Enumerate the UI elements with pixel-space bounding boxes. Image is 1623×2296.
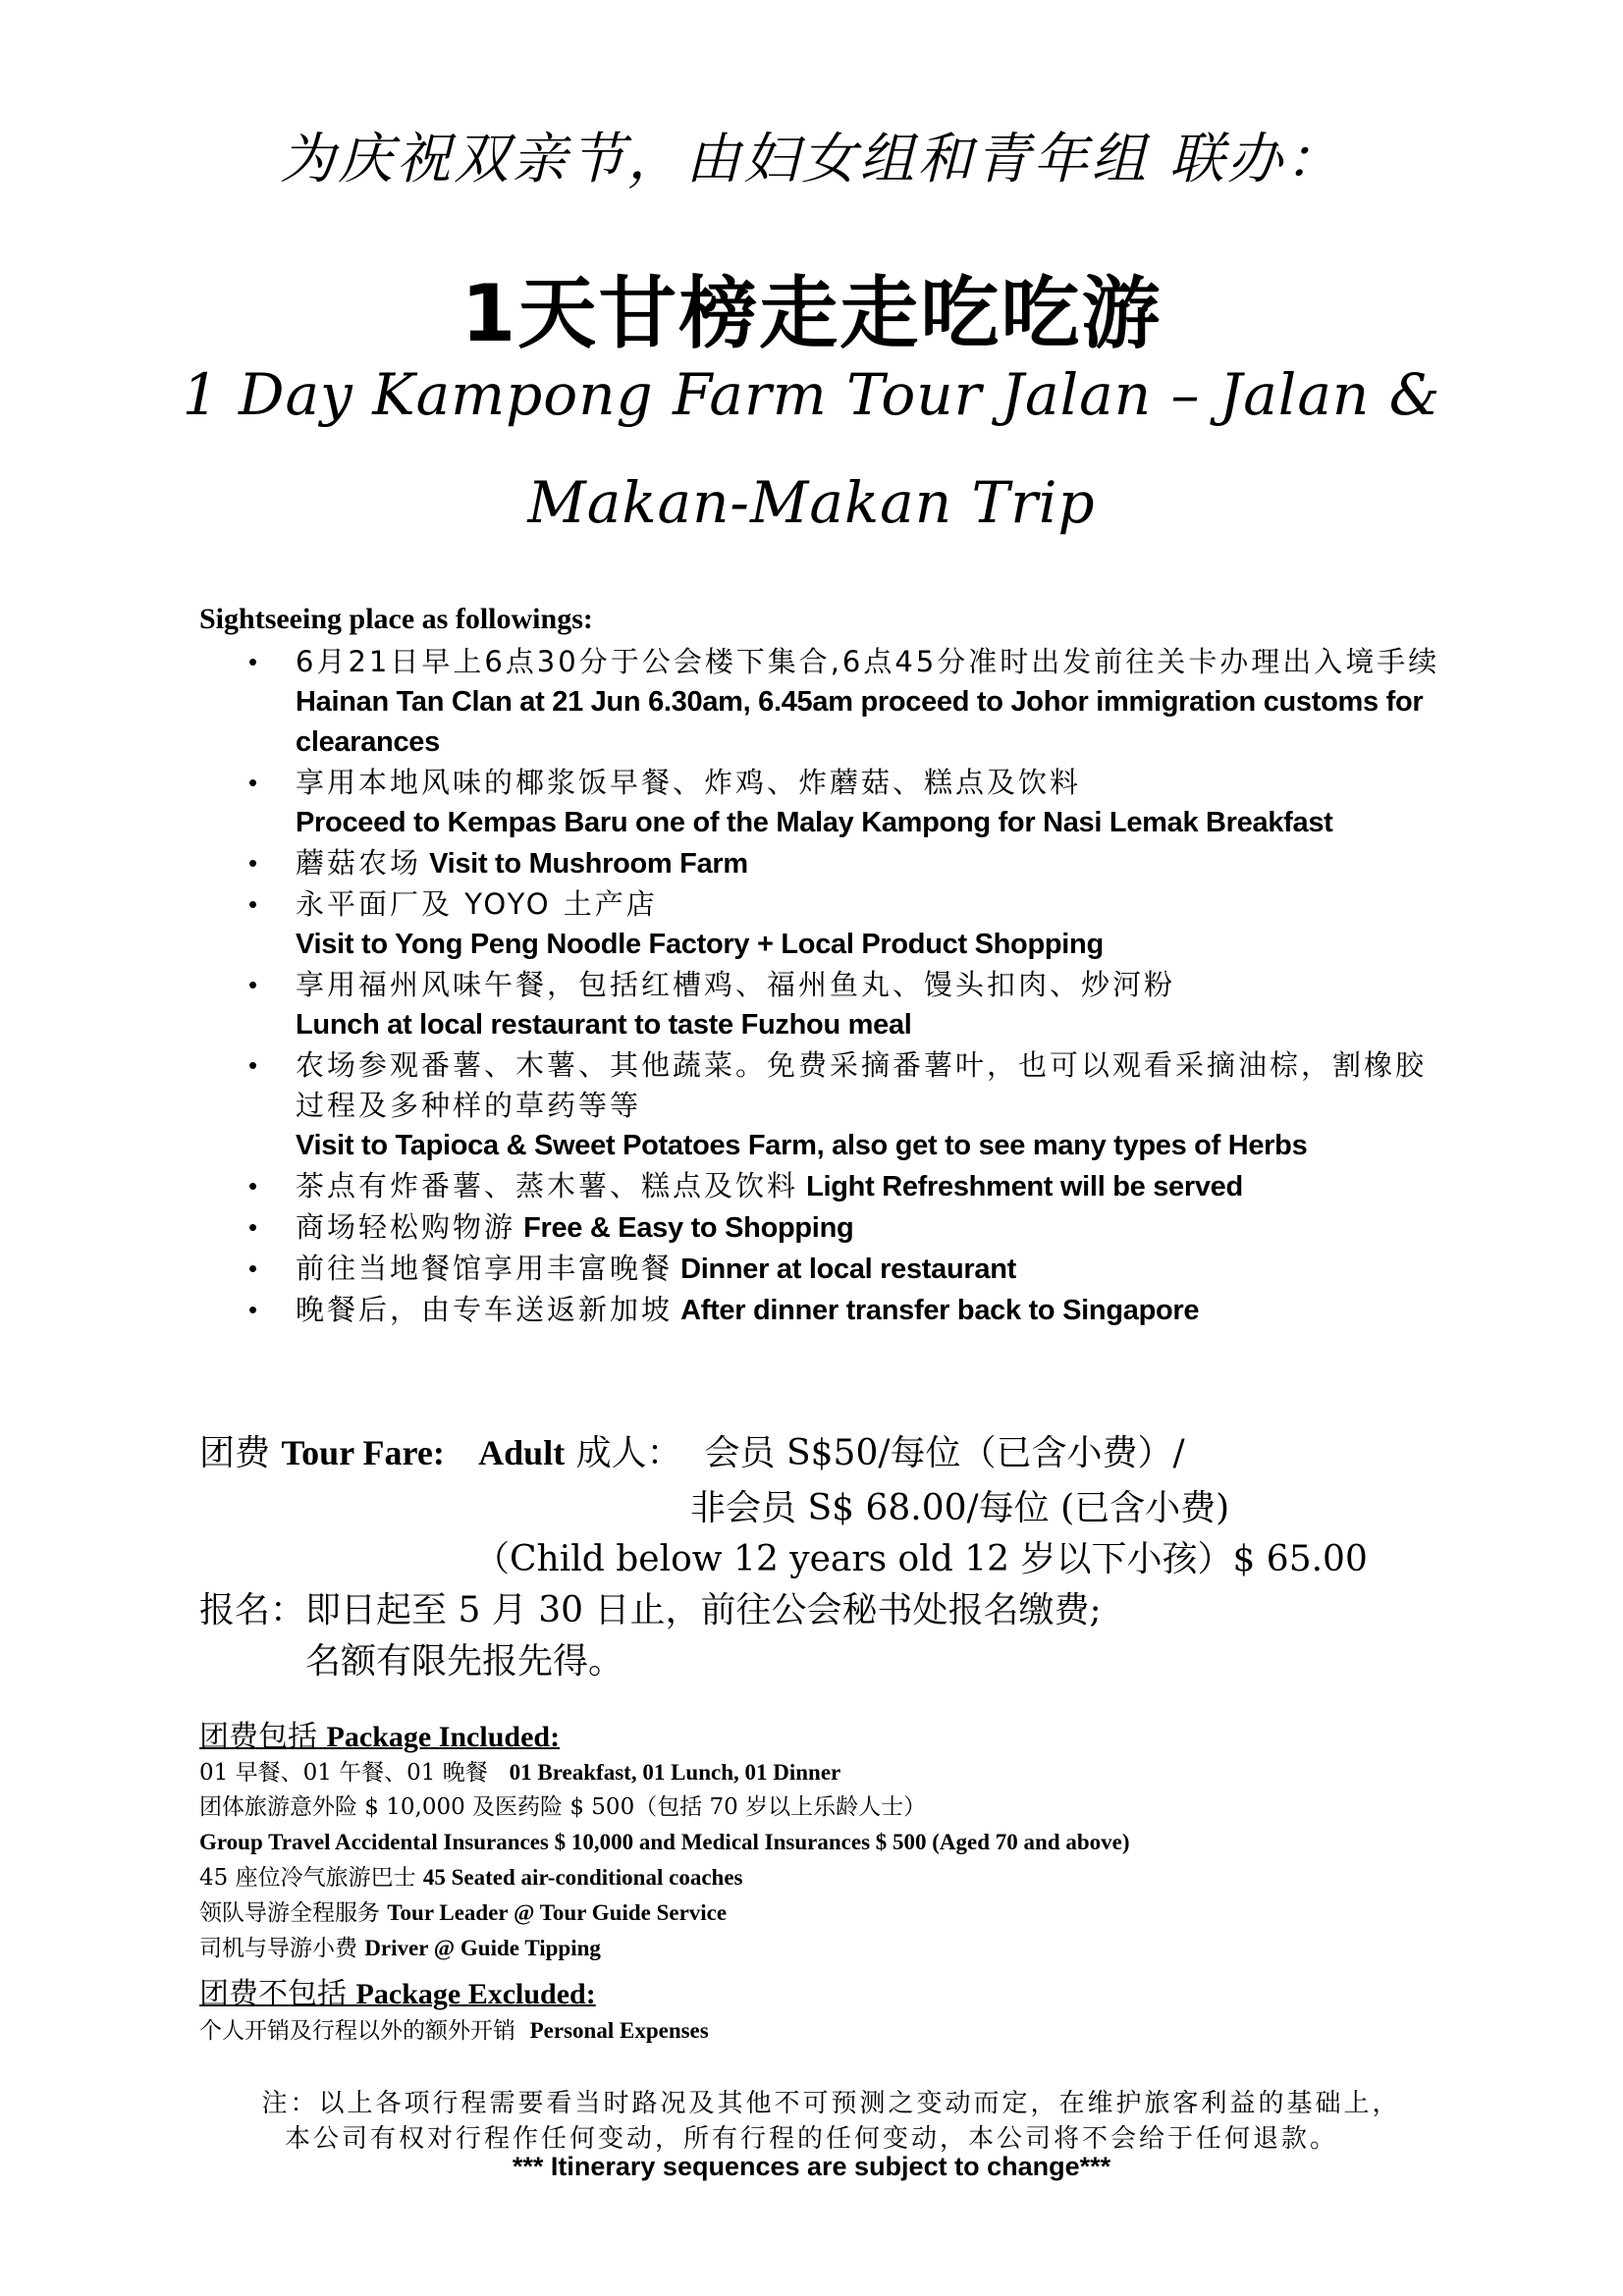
fare-member: 会员 S$50/每位（已含小费）/ [704,1433,1185,1473]
bullet-icon: • [248,889,258,919]
itinerary-zh: 商场轻松购物游 [296,1210,516,1244]
fare-child: （Child below 12 years old 12 岁以下小孩）$ 65.00 [474,1539,1368,1579]
bullet-icon: • [248,1171,258,1201]
itinerary-zh: 享用福州风味午餐，包括红槽鸡、福州鱼丸、馒头扣肉、炒河粉 [296,968,1176,1001]
included-en: 01 Breakfast, 01 Lunch, 01 Dinner [509,1760,841,1785]
itinerary-en: After dinner transfer back to Singapore [680,1295,1200,1326]
package-excluded-en: Package Excluded: [355,1978,596,2010]
itinerary-en: Dinner at local restaurant [680,1254,1016,1285]
included-zh: 团体旅游意外险 $ 10,000 及医药险 $ 500（包括 70 岁以上乐龄人士） [199,1794,927,1820]
itinerary-en: Visit to Mushroom Farm [429,848,748,880]
itinerary-en: Light Refreshment will be served [806,1171,1243,1202]
itinerary-zh: 永平面厂及 YOYO 土产店 [296,887,658,921]
title-english-line1: 1 Day Kampong Farm Tour Jalan – Jalan & [182,361,1441,428]
itinerary-zh: 蘑菇农场 [296,846,422,880]
bullet-icon: • [248,1295,258,1324]
fare-label-zh: 团费 [199,1433,271,1473]
itinerary-zh: 茶点有炸番薯、蒸木薯、糕点及饮料 [296,1169,799,1202]
bullet-icon: • [248,768,258,797]
itinerary-en: Proceed to Kempas Baru one of the Malay Kampong for Nasi Lemak Breakfast [296,807,1333,838]
fare-adult-zh: 成人： [575,1433,682,1473]
list-item [199,1931,1130,1966]
itinerary-zh: 享用本地风味的椰浆饭早餐、炸鸡、炸蘑菇、糕点及饮料 [296,766,1082,799]
list-item [199,1825,1130,1860]
list-item [248,763,1456,843]
itinerary-en: Hainan Tan Clan at 21 Jun 6.30am, 6.45am proceed to Johor immigration customs for clearances [296,686,1424,758]
itinerary-en: Lunch at local restaurant to taste Fuzhou meal [296,1009,912,1041]
list-item [199,1790,1130,1825]
title-chinese: 1天甘榜走走吃吃游 [460,268,1163,359]
list-item [248,642,1456,763]
package-excluded-heading [199,1969,596,2012]
note-line1: 注：以上各项行程需要看当时路况及其他不可预测之变动而定，在维护旅客利益的基础上， [261,2089,1401,2118]
itinerary-en: Visit to Yong Peng Noodle Factory + Local Product Shopping [296,929,1104,960]
included-en: 45 Seated air-conditional coaches [422,1865,743,1890]
bullet-icon: • [248,1212,258,1242]
title-english-line2: Makan-Makan Trip [527,469,1096,536]
bullet-icon: • [248,848,258,878]
itinerary-zh: 6月21日早上6点30分于公会楼下集合,6点45分准时出发前往关卡办理出入境手续 [296,645,1440,678]
included-zh: 领队导游全程服务 [199,1900,380,1926]
included-en: Tour Leader @ Tour Guide Service [387,1900,728,1925]
itinerary-en: Visit to Tapioca & Sweet Potatoes Farm, also get to see many types of Herbs [296,1130,1308,1161]
list-item [248,1249,1456,1290]
included-en: Driver @ Guide Tipping [364,1936,601,1960]
excluded-en: Personal Expenses [529,2018,709,2043]
excluded-zh: 个人开销及行程以外的额外开销 [199,2018,515,2044]
itinerary-zh: 农场参观番薯、木薯、其他蔬菜。免费采摘番薯叶，也可以观看采摘油棕，割橡胶过程及多种样的草药等等 [296,1048,1428,1122]
itinerary-zh: 晚餐后，由专车送返新加坡 [296,1293,674,1326]
package-included-list [199,1755,1130,1966]
sightseeing-title: Sightseeing place as followings: [199,603,593,635]
list-item [248,1166,1456,1207]
package-excluded-zh: 团费不包括 [199,1977,347,2011]
package-included-heading [199,1712,560,1755]
bullet-icon: • [248,1050,258,1080]
note-line3: *** Itinerary sequences are subject to change*** [512,2152,1111,2181]
registration-line1: 报名：即日起至 5 月 30 日止，前往公会秘书处报名缴费; [199,1590,1102,1630]
list-item [248,1290,1456,1331]
fare-adult-label: Adult [478,1433,566,1472]
bullet-icon: • [248,970,258,999]
list-item [248,884,1456,965]
itinerary-en: Free & Easy to Shopping [523,1212,854,1244]
included-en: Group Travel Accidental Insurances $ 10,000 and Medical Insurances $ 500 (Aged 70 and above) [199,1830,1130,1854]
list-item [248,1207,1456,1249]
event-header: 为庆祝双亲节，由妇女组和青年组 联办： [280,128,1343,191]
itinerary-list [248,642,1456,1331]
fare-label-en: Tour Fare: [281,1433,445,1472]
list-item [248,965,1456,1045]
package-included-en: Package Included: [326,1721,561,1753]
package-excluded-item [199,2012,709,2045]
list-item [248,843,1456,884]
list-item [199,1755,1130,1790]
list-item [199,1896,1130,1931]
included-zh: 01 早餐、01 午餐、01 晚餐 [199,1760,488,1786]
note-line2: 本公司有权对行程作任何变动，所有行程的任何变动，本公司将不会给于任何退款。 [284,2124,1338,2154]
bullet-icon: • [248,1254,258,1283]
fare-non-member: 非会员 S$ 68.00/每位 (已含小费) [690,1488,1230,1528]
registration-line2: 名额有限先报先得。 [305,1641,624,1682]
itinerary-zh: 前往当地餐馆享用丰富晚餐 [296,1252,674,1285]
tour-fare-row [199,1425,1185,1475]
bullet-icon: • [248,647,258,676]
included-zh: 司机与导游小费 [199,1936,357,1961]
list-item [199,1860,1130,1896]
package-included-zh: 团费包括 [199,1720,317,1754]
included-zh: 45 座位冷气旅游巴士 [199,1865,416,1891]
list-item [248,1045,1456,1166]
